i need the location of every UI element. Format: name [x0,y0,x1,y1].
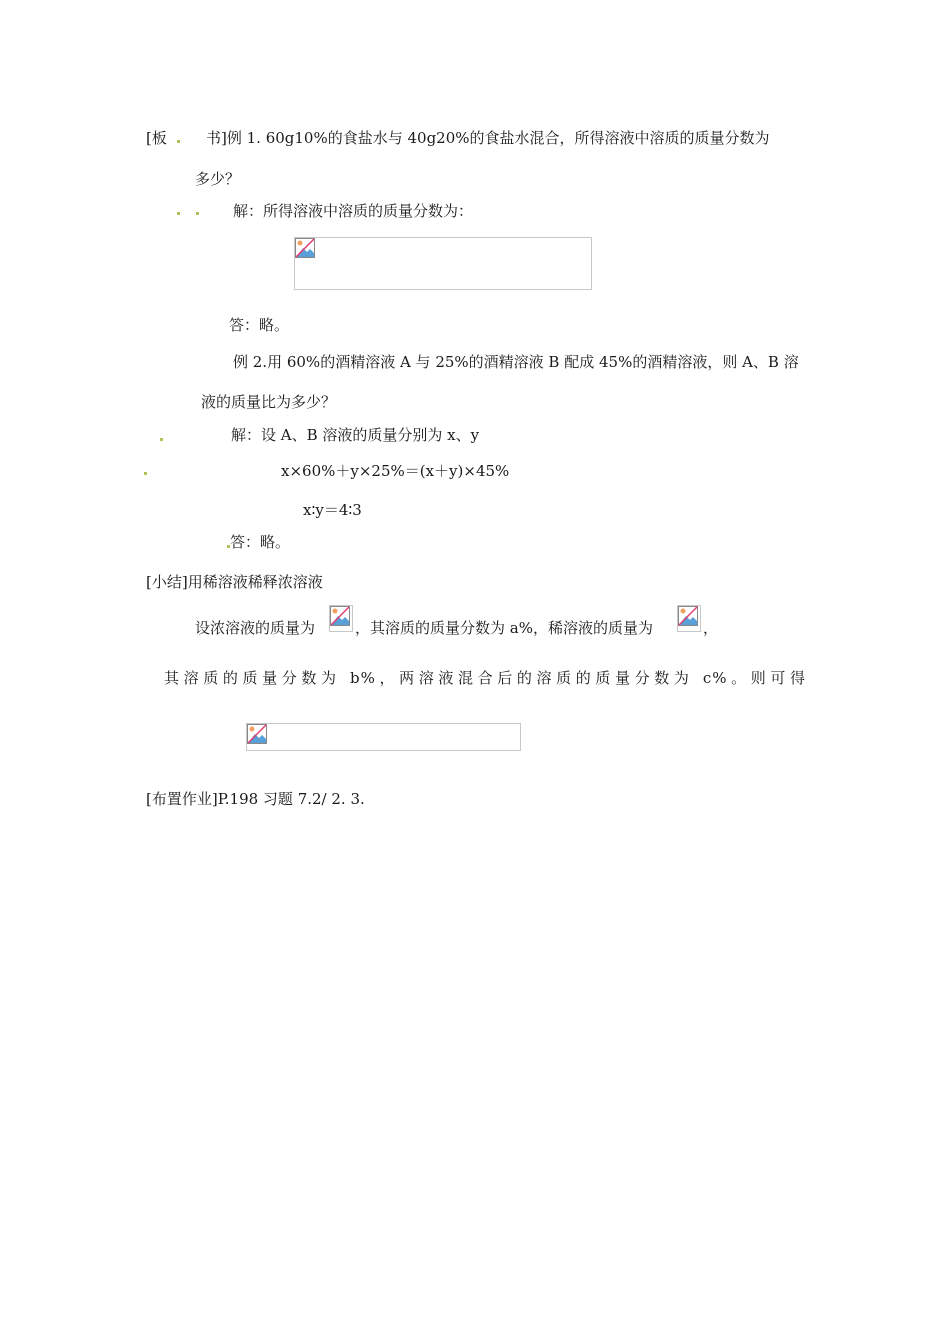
summary-line1-mid: ，其溶质的质量分数为 a%，稀溶液的质量为 [355,619,653,637]
marker-dot [144,472,147,475]
example2-solution: 解：设 A、B 溶液的质量分别为 x、y [231,426,480,444]
inline-formula-image-2 [677,605,701,632]
example1-line2: 多少？ [195,170,241,188]
example1-answer: 答：略。 [229,316,290,334]
example2-answer: 答：略。 [230,533,291,551]
summary-line1-end: ， [703,619,719,637]
example1-line1: 书]例 1. 60g10%的食盐水与 40g20%的食盐水混合，所得溶液中溶质的质量分数为 [206,129,770,147]
example1-bracket [146,128,167,148]
formula-image-2 [246,723,521,751]
marker-dot [160,438,163,441]
summary-text-a: 设浓溶液的质量为 [195,619,316,637]
example2-equation: x×60%＋y×25%＝(x＋y)×45% [281,462,510,480]
bracket-label: [板 [146,129,167,147]
summary-line1 [195,618,315,638]
broken-image-icon [247,724,267,744]
summary-title: [小结]用稀溶液稀释浓溶液 [146,573,323,591]
marker-dot [196,212,199,215]
broken-image-icon [330,606,350,626]
example2-line1: 例 2.用 60%的酒精溶液 A 与 25%的酒精溶液 B 配成 45%的酒精溶液，则 A、B 溶 [233,353,799,371]
formula-image-1 [294,237,592,290]
marker-dot [177,212,180,215]
example2-ratio: x∶y＝4∶3 [303,501,362,519]
broken-image-icon [295,238,315,258]
marker-dot [177,140,180,143]
example2-line2: 液的质量比为多少？ [201,393,337,411]
inline-formula-image-1 [329,605,353,632]
broken-image-icon [678,606,698,626]
homework-line: [布置作业]P.198 习题 7.2/ 2. 3. [146,790,365,808]
example1-solution: 解：所得溶液中溶质的质量分数为： [233,202,474,220]
summary-line2: 其溶质的质量分数为 b%，两溶液混合后的溶质的质量分数为 c%。则可得 [164,669,806,687]
